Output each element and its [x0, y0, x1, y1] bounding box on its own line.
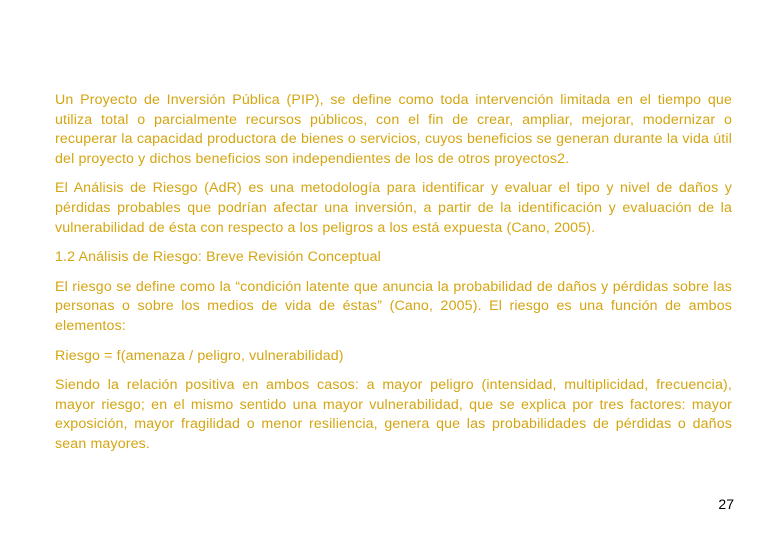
paragraph-risk-analysis: El Análisis de Riesgo (AdR) es una metodología para identificar y evaluar el tipo y nivel de daños y pérdidas probables que podrían afectar una inversión, a partir de la identificación y evaluación de la vulnerabilidad de ésta con respecto a los peligros a los está expuesta (Cano, 2005).: [55, 180, 732, 236]
risk-formula: Riesgo = f(amenaza / peligro, vulnerabilidad): [55, 347, 344, 364]
paragraph-pip-definition: Un Proyecto de Inversión Pública (PIP), se define como toda intervención limitada en el tiempo que utiliza total o parcialmente recursos públicos, con el fin de crear, ampliar, mejorar, modernizar o recuperar la capacidad productora de bienes o servicios, cuyos beneficios se generan durante la vida útil del proyecto y dichos beneficios son independientes de los de otros proyectos2.: [55, 92, 732, 167]
paragraph-risk-definition: El riesgo se define como la “condición latente que anuncia la probabilidad de daños y pérdidas sobre las personas o sobre los medios de vida de éstas” (Cano, 2005). El riesgo es una función de ambos elementos:: [55, 278, 732, 334]
paragraph-risk-relation: Siendo la relación positiva en ambos casos: a mayor peligro (intensidad, multiplicidad, frecuencia), mayor riesgo; en el mismo sentido una mayor vulnerabilidad, que se explica por tres factores: mayor exposición, mayor fragilidad o menor resiliencia, genera que las probabilidades de pérdidas o daños sean mayores.: [55, 377, 732, 452]
page-number: 27: [718, 496, 734, 512]
section-heading: 1.2 Análisis de Riesgo: Breve Revisión Conceptual: [55, 249, 381, 266]
document-body: [55, 91, 732, 455]
